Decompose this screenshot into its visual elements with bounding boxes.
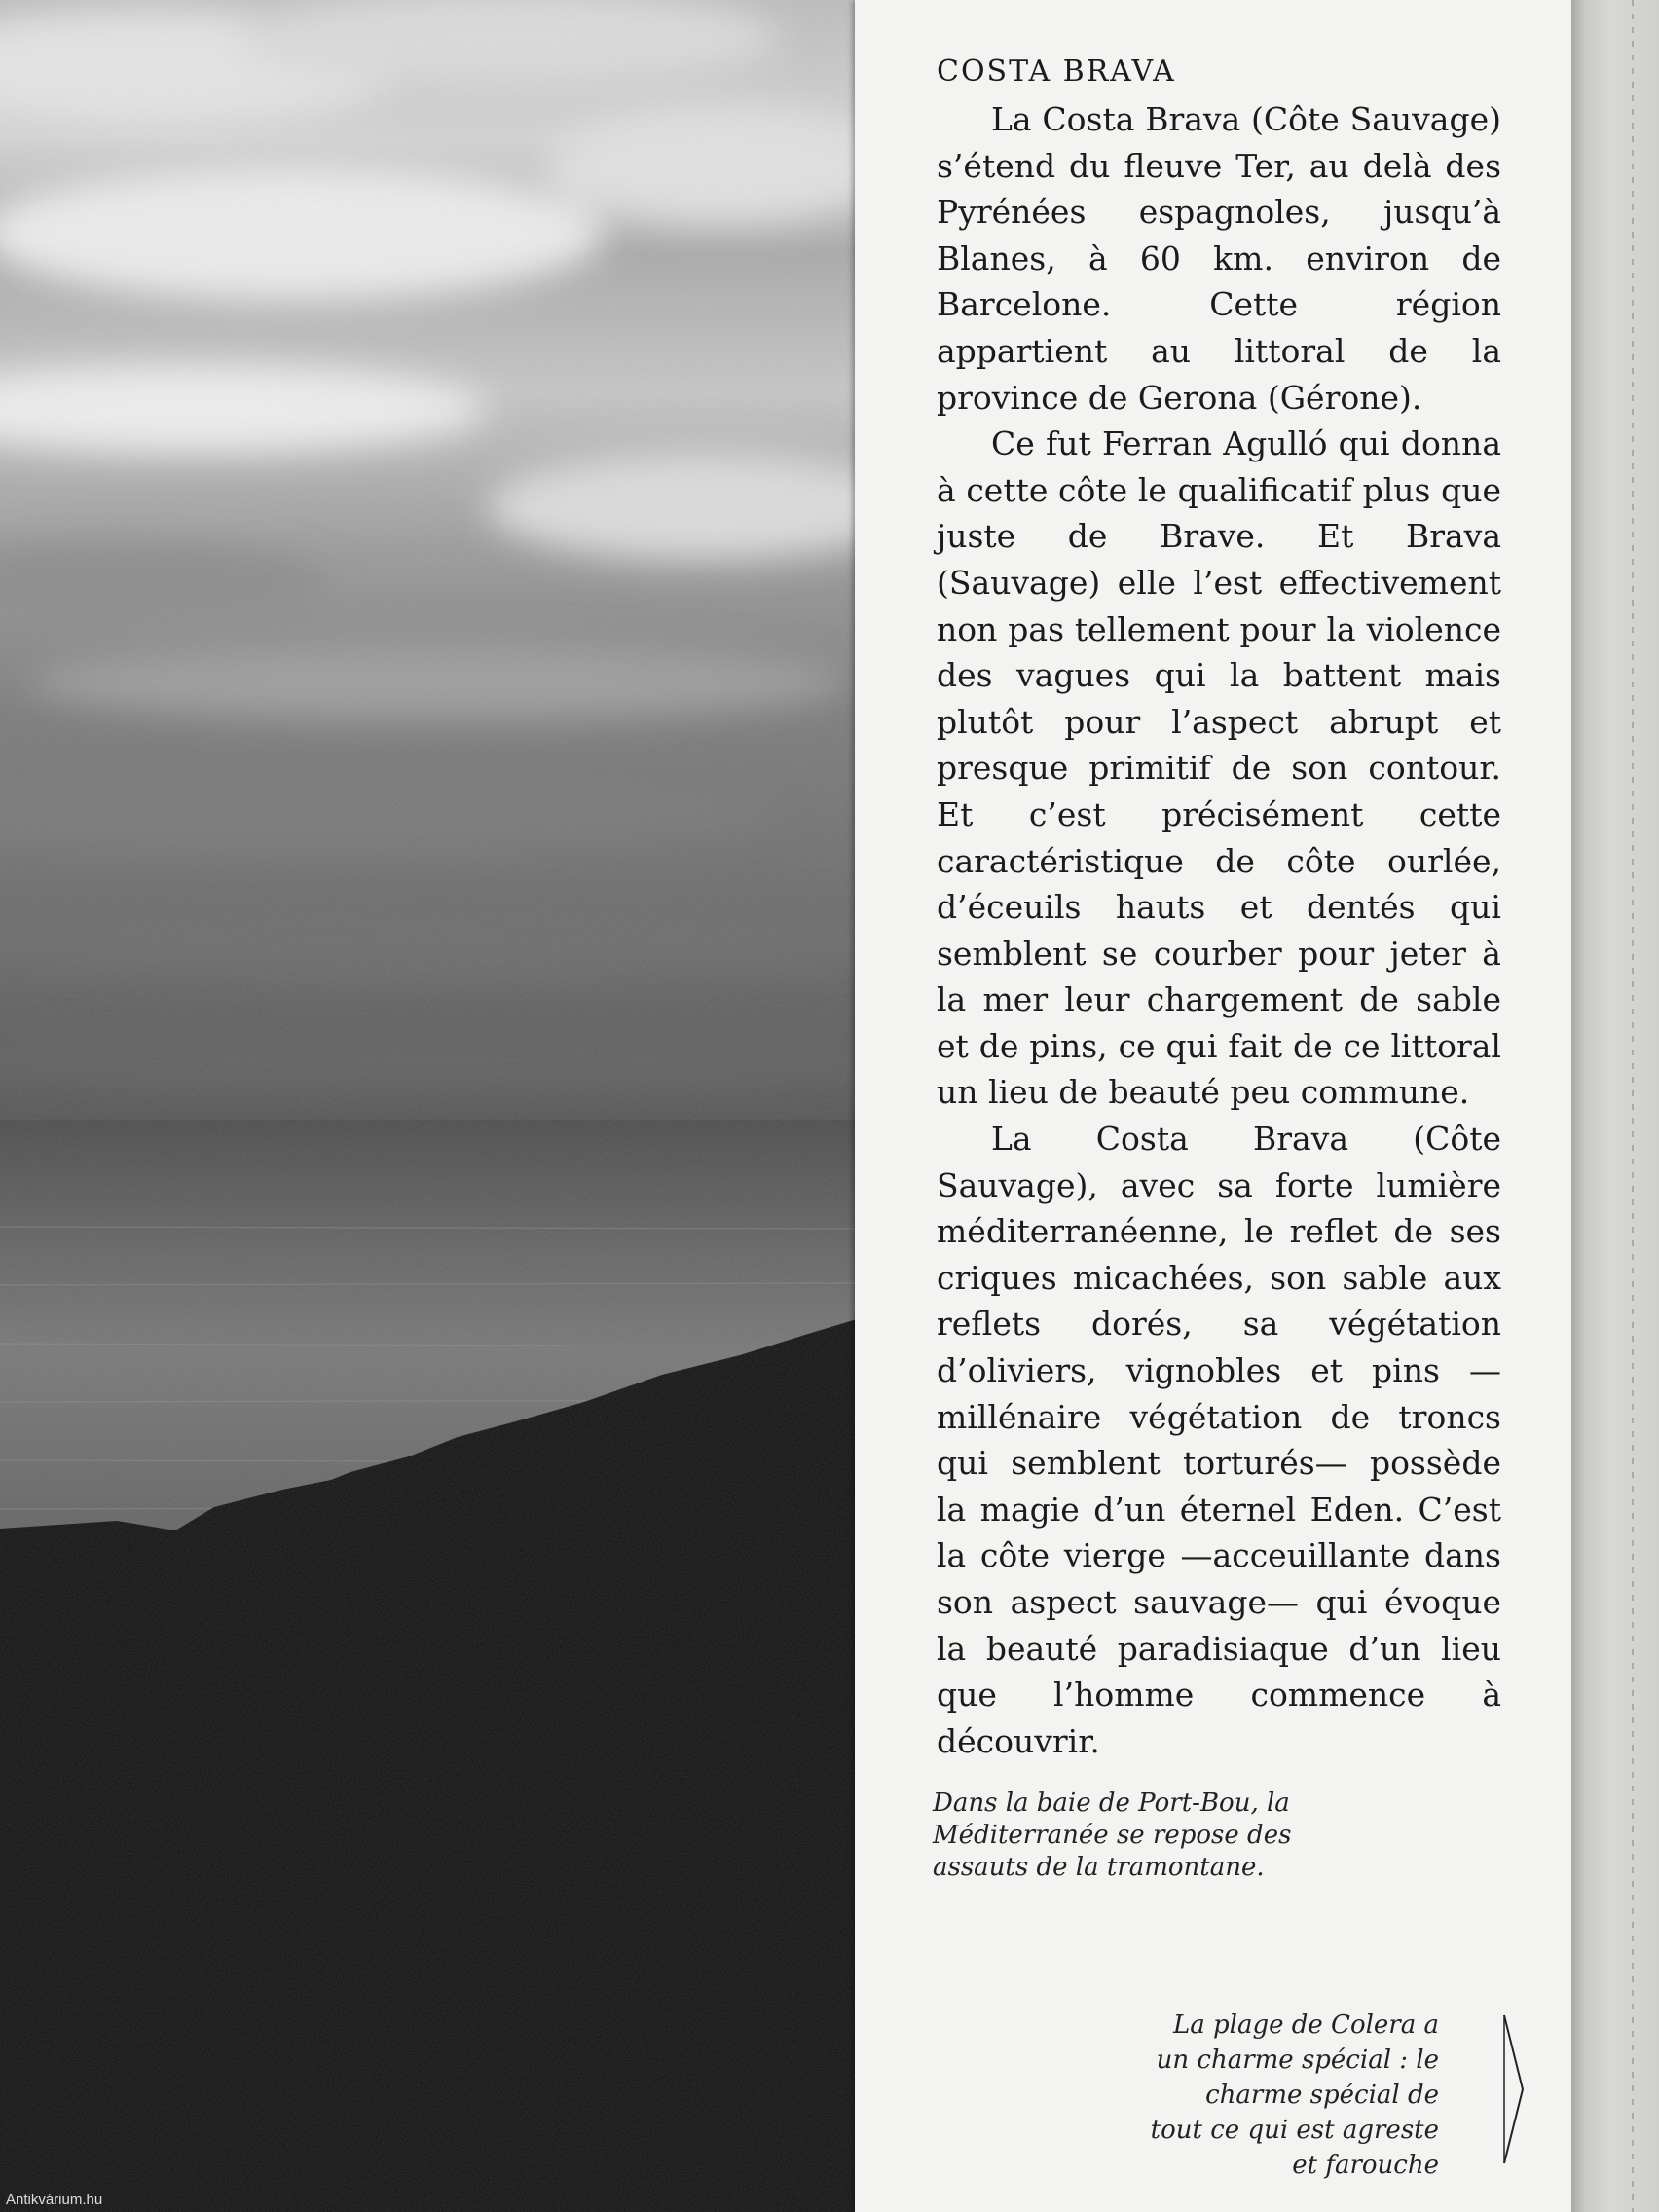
- watermark: Antikvárium.hu: [6, 2192, 103, 2208]
- text-page: [855, 0, 1575, 2212]
- next-page-caption: La plage de Colera a un charme spécial : le charme spécial de tout ce qui est agreste et farouche: [1150, 2010, 1439, 2180]
- paragraph-3: La Costa Brava (Côte Sauvage), avec sa forte lumière méditerranéenne, le reflet de ses criques micachées, son sable aux reflets dorés, sa végétation d’oliviers, vignobles et pins —millénaire végétation de troncs qui semblent torturés— possède la magie d’un éternel Eden. C’est la côte vierge —acceuillante dans son aspect sauvage— qui évoque la beauté paradisiaque d’un lieu que l’homme commence à découvrir.: [937, 1120, 1501, 1760]
- page-edge: [1571, 0, 1659, 2212]
- photo-caption: Dans la baie de Port-Bou, la Méditerranée se repose des assauts de la tramontane.: [933, 1788, 1292, 1882]
- paragraph-2: Ce fut Ferran Agulló qui donna à cette côte le qualificatif plus que juste de Brave. Et Brava (Sauvage) elle l’est effectivement non pas tellement pour la violence des vagues qui la battent mais plutôt pour l’aspect abrupt et presque primitif de son contour. Et c’est précisément cette caractéristique de côte ourlée, d’éceuils hauts et dentés qui semblent se courber pour jeter à la mer leur chargement de sable et de pins, ce qui fait de ce littoral un lieu de beauté peu commune.: [937, 424, 1501, 1112]
- paragraph-1: La Costa Brava (Côte Sauvage) s’étend du fleuve Ter, au delà des Pyrénées espagnoles, jusqu’à Blanes, à 60 km. environ de Barcelone. Cette région appartient au littoral de la province de Gerona (Gérone).: [937, 100, 1501, 417]
- article-heading: COSTA BRAVA: [937, 55, 1176, 89]
- article: [937, 55, 1501, 1764]
- right-triangle-icon: [1501, 2011, 1527, 2167]
